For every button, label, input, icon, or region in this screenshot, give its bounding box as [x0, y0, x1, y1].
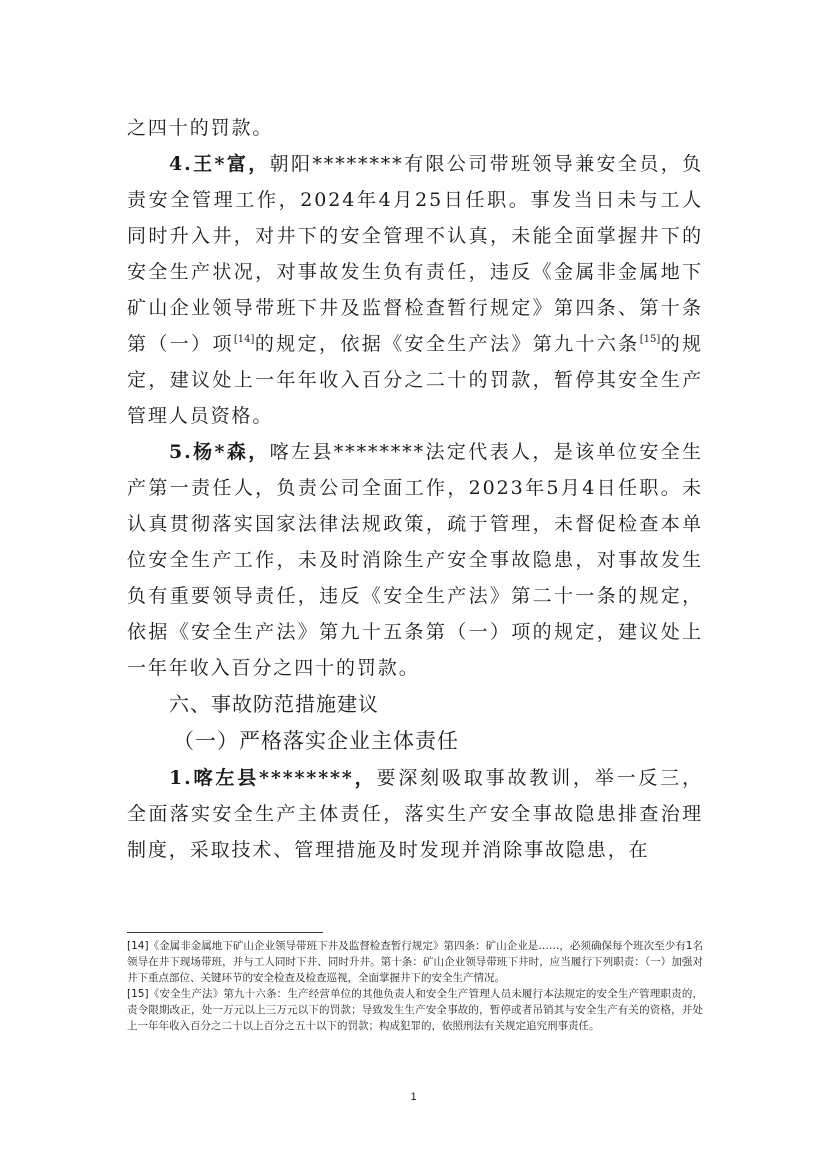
footnote-14: [14]《金属非金属地下矿山企业领导带班下井及监督检查暂行规定》第四条：矿山企业是……，必须确保每个班次至少有1名领导在井下现场带班，并与工人同时下井、同时升井。第十条：矿山企业领导带班下井时，应当履行下列职责：（一）加强对井下重点部位、关键环节的安全检查及检查巡视，全面掌握井下的安全生产情况。	[127, 940, 703, 984]
footnotes	[127, 938, 703, 1034]
paragraph-item-5	[127, 434, 703, 686]
paragraph-text: 要深刻吸取事故教训，举一反三，全面落实安全生产主体责任，落实生产安全事故隐患排查治理制度，采取技术、管理措施及时发现并消除事故隐患，在	[127, 767, 703, 861]
body-text	[127, 110, 703, 868]
page-number: 1	[410, 1091, 417, 1103]
footnote-15: [15]《安全生产法》第九十六条：生产经营单位的其他负责人和安全生产管理人员未履行本法规定的安全生产管理职责的，责令限期改正，处一万元以上三万元以下的罚款；导致发生生产安全事故的，暂停或者吊销其与安全生产有关的资格，并处上一年年收入百分之二十以上百分之五十以下的罚款；构成犯罪的，依照刑法有关规定追究刑事责任。	[127, 988, 703, 1032]
paragraph-text: 之四十的罚款。	[127, 117, 274, 139]
section-heading: 六、事故防范措施建议	[169, 692, 379, 716]
paragraph-text: 的规定，依据《安全生产法》第九十六条	[254, 333, 640, 355]
person-name: 5.杨*森，	[169, 441, 270, 463]
paragraph-item-4	[127, 146, 703, 434]
company-name: 1.喀左县********，	[169, 767, 377, 789]
paragraph-item-1	[127, 760, 703, 868]
subsection-heading: （一）严格落实企业主体责任	[173, 729, 459, 753]
paragraph-text: 的规定，建议处上一年年收入百分之二十的罚款，暂停其安全生产管理人员资格。	[127, 333, 703, 427]
person-name: 4.王*富，	[169, 153, 270, 175]
footnote-ref-14[interactable]: [14]	[233, 334, 255, 345]
footnote-ref-15[interactable]: [15]	[639, 334, 661, 345]
paragraph-text: 喀左县********法定代表人，是该单位安全生产第一责任人，负责公司全面工作，2023年5月4日任职。未认真贯彻落实国家法律法规政策，疏于管理，未督促检查本单位安全生产工作，未及时消除生产安全事故隐患，对事故发生负有重要领导责任，违反《安全生产法》第二十一条的规定，依据《安全生产法》第九十五条第（一）项的规定，建议处上一年年收入百分之四十的罚款。	[127, 441, 703, 679]
footnote-divider	[127, 932, 323, 933]
paragraph-text: 朝阳********有限公司带班领导兼安全员，负责安全管理工作，2024年4月25日任职。事发当日未与工人同时升入井，对井下的安全管理不认真，未能全面掌握井下的安全生产状况，对事故发生负有责任，违反《金属非金属地下矿山企业领导带班下井及监督检查暂行规定》第四条、第十条第（一）项	[127, 153, 703, 355]
paragraph-continuation	[127, 110, 703, 146]
